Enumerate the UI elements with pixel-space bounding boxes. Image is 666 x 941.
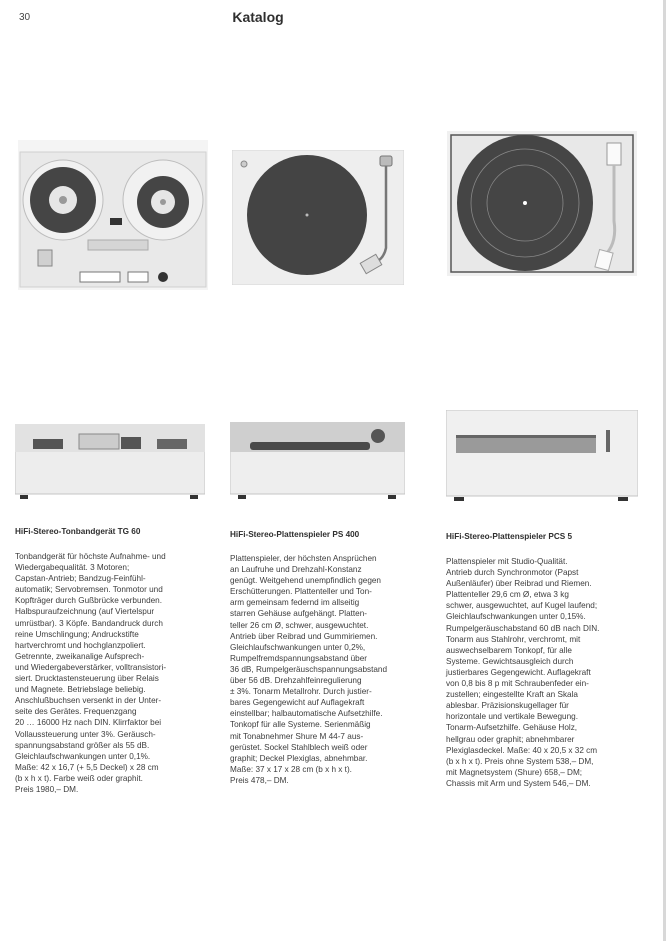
tape-recorder-side-icon — [15, 424, 205, 500]
description-line: Getrennte, zweikanalige Aufsprech- — [15, 651, 145, 661]
description-line: über 56 dB. Drehzahlfeinregulierung — [230, 676, 362, 686]
turntable-side-icon — [230, 422, 405, 500]
description-line: und Wiedergabeverstärker, volltransistori- — [15, 662, 167, 672]
page-title: Katalog — [232, 9, 284, 25]
description-line: genügt. Weitgehend unempfindlich gegen — [230, 576, 381, 586]
description-line: teller 26 cm Ø, schwer, ausgewuchtet. — [230, 620, 369, 630]
description-line: arm gemeinsam federnd im allseitig — [230, 598, 360, 608]
description-line: Tonarm aus Stahlrohr, verchromt, mit — [446, 634, 581, 644]
description-line: Gleichlaufschwankungen unter 0,1%. — [15, 751, 151, 761]
description-line: automatik; Servobremsen. Tonmotor und — [15, 585, 163, 595]
right-reel-icon — [123, 160, 203, 240]
description-line: Halbspuraufzeichnung (auf Viertelspur — [15, 607, 155, 617]
description-line: Tonbandgerät für höchste Aufnahme- und — [15, 552, 166, 561]
description-line: spannungsabstand größer als 55 dB. — [15, 740, 150, 750]
description-line: ablesbar. Präzisionskugellager für — [446, 701, 569, 711]
turntable-top-icon — [232, 150, 404, 285]
description-line: graphit; Deckel Plexiglas, abnehmbar. — [230, 753, 368, 763]
left-reel-icon — [23, 160, 103, 240]
description-line: gerüstet. Sockel Stahlblech weiß oder — [230, 742, 368, 752]
product-description-tg60 — [15, 551, 166, 795]
description-line: justierbares Gegengewicht. Auflagekraft — [446, 667, 591, 677]
description-line: siert. Drucktastensteuerung über Relais — [15, 674, 159, 684]
description-line: Rumpelgeräuschabstand 60 dB nach DIN. — [446, 623, 600, 633]
tape-recorder-top-icon — [18, 140, 208, 290]
description-line: Systeme. Gewichtsausgleich durch — [446, 656, 574, 666]
description-line: starren Gehäuse aufgehängt. Platten- — [230, 609, 368, 619]
product-description-ps400 — [230, 553, 387, 786]
description-line: bares Gegengewicht auf Auflagekraft — [230, 698, 365, 708]
studio-turntable-top-icon — [447, 131, 637, 276]
description-line: reine Umschlingung; Andruckstifte — [15, 629, 139, 639]
description-line: Vollaussteuerung unter 3%. Geräusch- — [15, 729, 156, 739]
description-line: von 0,8 bis 8 p mit Schraubenfeder ein- — [446, 679, 589, 689]
product-heading-ps400: HiFi-Stereo-Plattenspieler PS 400 — [230, 530, 360, 539]
description-line: Preis 478,– DM. — [230, 775, 289, 785]
description-line: ± 3%. Tonarm Metallrohr. Durch justier- — [230, 687, 372, 697]
description-line: an Laufruhe und Drehzahl-Konstanz — [230, 565, 362, 575]
description-line: Maße: 42 x 16,7 (+ 5,5 Deckel) x 28 cm — [15, 762, 159, 772]
description-line: Plattenspieler, der höchsten Ansprüchen — [230, 554, 377, 563]
description-line: schwer, ausgewuchtet, auf Kugel laufend; — [446, 601, 598, 611]
description-line: umrüstbar). 3 Köpfe. Bandandruck durch — [15, 618, 163, 628]
description-line: und Magnete. Betriebslage beliebig. — [15, 685, 146, 695]
studio-turntable-side-icon — [446, 410, 638, 502]
description-line: Chassis mit Arm und System 546,– DM. — [446, 778, 591, 788]
description-line: 20 … 16000 Hz nach DIN. Klirrfaktor bei — [15, 718, 162, 728]
description-line: Plattenteller 29,6 cm Ø, etwa 3 kg — [446, 590, 569, 600]
product-heading-tg60: HiFi-Stereo-Tonbandgerät TG 60 — [15, 527, 141, 536]
description-line: hartverchromt und hochglanzpoliert. — [15, 640, 146, 650]
description-line: Tonkopf für alle Systeme. Serienmäßig — [230, 720, 371, 730]
description-line: Capstan-Antrieb; Bandzug-Feinfühl- — [15, 574, 146, 584]
page-number: 30 — [19, 12, 31, 23]
description-line: Gleichlaufschwankungen unter 0,15%. — [446, 612, 586, 622]
description-line: Plattenspieler mit Studio-Qualität. — [446, 557, 568, 566]
description-line: Rumpelfremdspannungsabstand über — [230, 653, 368, 663]
description-line: 36 dB, Rumpelgeräuschspannungsabstand — [230, 664, 388, 674]
description-line: (b x h x t). Farbe weiß oder graphit. — [15, 773, 143, 783]
description-line: (b x h x t). Preis ohne System 538,– DM, — [446, 756, 594, 766]
description-line: Antrieb über Reibrad und Gummiriemen. — [230, 631, 378, 641]
description-line: Außenläufer) über Reibrad und Riemen. — [446, 579, 592, 589]
description-line: Wiedergabequalität. 3 Motoren; — [15, 563, 130, 573]
description-line: Antrieb durch Synchronmotor (Papst — [446, 568, 579, 578]
description-line: Kopfträger durch Gußbrücke verbunden. — [15, 596, 163, 606]
description-line: mit Tonabnehmer Shure M 44-7 aus- — [230, 731, 364, 741]
description-line: Preis 1980,– DM. — [15, 784, 79, 794]
description-line: mit Magnetsystem (Shure) 658,– DM; — [446, 767, 583, 777]
description-line: einstellbar; halbautomatische Aufsetzhilfe. — [230, 709, 383, 719]
description-line: Tonarm-Aufsetzhilfe. Gehäuse Holz, — [446, 723, 578, 733]
description-line: horizontale und vertikale Bewegung. — [446, 712, 578, 722]
description-line: zustellen; eingestellte Kraft an Skala — [446, 690, 578, 700]
description-line: Erschütterungen. Plattenteller und Ton- — [230, 587, 372, 597]
product-heading-pcs5: HiFi-Stereo-Plattenspieler PCS 5 — [446, 532, 573, 541]
description-line: hellgrau oder graphit; abnehmbarer — [446, 734, 575, 744]
description-line: Anschlußbuchsen versenkt in der Unter- — [15, 696, 162, 706]
description-line: Gleichlaufschwankungen unter 0,2%, — [230, 642, 366, 652]
description-line: Plexiglasdeckel. Maße: 40 x 20,5 x 32 cm — [446, 745, 598, 755]
description-line: Maße: 37 x 17 x 28 cm (b x h x t). — [230, 764, 352, 774]
product-description-pcs5 — [446, 556, 599, 789]
description-line: auswechselbarem Tonkopf, für alle — [446, 645, 572, 655]
description-line: seite des Gerätes. Frequenzgang — [15, 707, 137, 717]
